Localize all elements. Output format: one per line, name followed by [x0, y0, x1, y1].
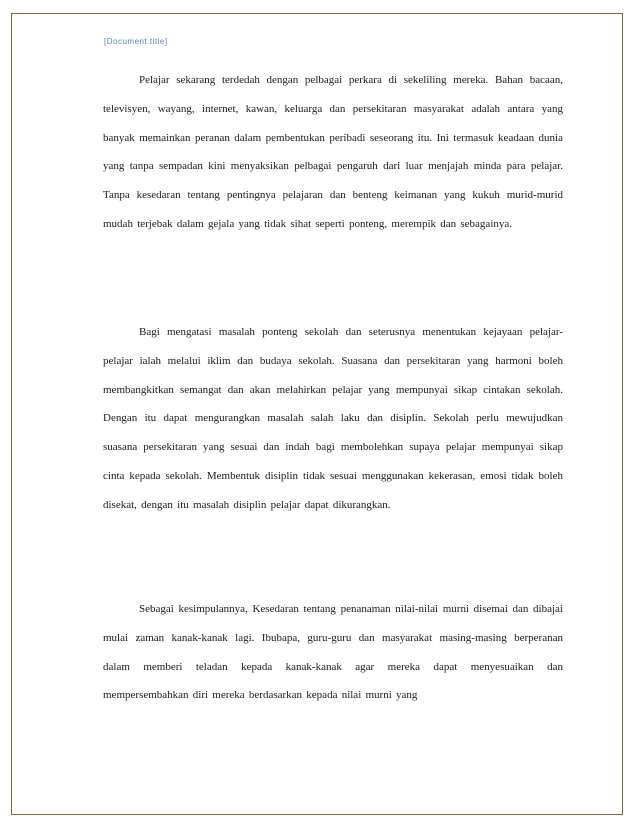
- paragraph-1: Pelajar sekarang terdedah dengan pelbagai perkara di sekeliling mereka. Bahan bacaan, televisyen, wayang, internet, kawan, keluarga dan persekitaran masyarakat adalah antara yang banyak memainkan peranan dalam pembentukan peribadi seseorang itu. Ini termasuk keadaan dunia yang tanpa sempadan kini menyaksikan pelbagai pengaruh dari luar menjajah minda para pelajar. Tanpa kesedaran tentang pentingnya pelajaran dan benteng keimanan yang kukuh murid-murid mudah terjebak dalam gejala yang tidak sihat seperti ponteng, merempik dan sebagainya.: [103, 74, 563, 230]
- paragraph-2: Bagi mengatasi masalah ponteng sekolah dan seterusnya menentukan kejayaan pelajar- pelajar ialah melalui iklim dan budaya sekolah. Suasana dan persekitaran yang harmoni boleh membangkitkan semangat dan akan melahirkan pelajar yang mempunyai sikap cintakan sekolah. Dengan itu dapat mengurangkan masalah salah laku dan disiplin. Sekolah perlu mewujudkan suasana persekitaran yang sesuai dan indah bagi membolehkan supaya pelajar mempunyai sikap cinta kepada sekolah. Membentuk disiplin tidak sesuai menggunakan kekerasan, emosi tidak boleh disekat, dengan itu masalah disiplin pelajar dapat dikurangkan.: [103, 326, 563, 511]
- paragraph-3: Sebagai kesimpulannya, Kesedaran tentang penanaman nilai-nilai murni disemai dan dibajai mulai zaman kanak-kanak lagi. Ibubapa, guru-guru dan masyarakat masing-masing berperanan dalam memberi teladan kepada kanak-kanak agar mereka dapat menyesuaikan dan mempersembahkan diri mereka berdasarkan kepada nilai murni yang: [103, 603, 563, 702]
- document-header-title: [Document title]: [104, 37, 168, 46]
